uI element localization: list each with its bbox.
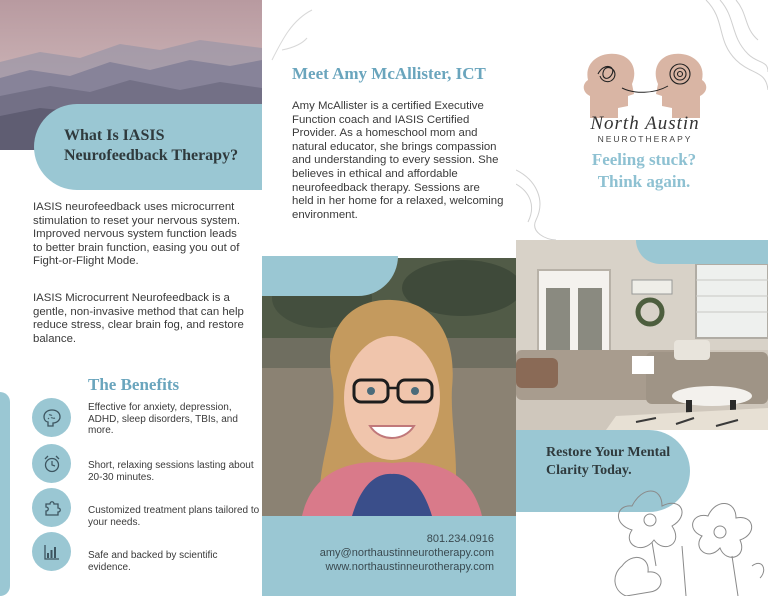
benefit-text: Effective for anxiety, depression, ADHD, sleep disorders, TBIs, and more. bbox=[88, 402, 238, 437]
website-link[interactable]: www.northaustinneurotherapy.com bbox=[325, 561, 494, 573]
what-is-heading: What Is IASIS Neurofeedback Therapy? bbox=[64, 127, 239, 164]
tagline-line-2: Think again. bbox=[597, 172, 691, 191]
benefit-text: Customized treatment plans tailored to your needs. bbox=[88, 505, 260, 528]
email-link[interactable]: amy@northaustinneurotherapy.com bbox=[319, 547, 494, 559]
bio-paragraph: Amy McAllister is a certified Executive Function coach and IASIS Certified Provider. As a homeschool mom and natural educator, she brings compassion and understanding to every session. She believes in ethical and affordable neurofeedback therapy. Sessions are held in her home for a relaxed, welcoming environment. bbox=[292, 100, 504, 221]
portrait-photo bbox=[262, 258, 516, 516]
benefit-text: Safe and backed by scientific evidence. bbox=[88, 550, 218, 573]
alarm-clock-icon bbox=[32, 444, 71, 483]
left-panel bbox=[0, 0, 262, 596]
benefit-item bbox=[32, 532, 260, 572]
photo-accent-tab bbox=[636, 240, 768, 264]
benefit-item bbox=[32, 398, 260, 438]
bar-chart-icon bbox=[32, 532, 71, 571]
photo-accent-tab bbox=[262, 256, 398, 296]
method-paragraph: IASIS Microcurrent Neurofeedback is a gentle, non-invasive method that can help reduce stress, clear brain fog, and restore balance. bbox=[33, 292, 244, 345]
left-accent-shape bbox=[0, 392, 10, 596]
flower-line-art bbox=[262, 0, 322, 70]
phone-number[interactable]: 801.234.0916 bbox=[426, 533, 494, 545]
right-panel bbox=[516, 0, 768, 596]
brain-icon bbox=[32, 398, 71, 437]
restore-heading: Restore Your Mental Clarity Today. bbox=[546, 445, 671, 478]
tagline-line-1: Feeling stuck? bbox=[591, 150, 697, 169]
flower-line-art bbox=[612, 486, 768, 596]
brand-name: North Austin bbox=[590, 113, 700, 134]
benefit-item bbox=[32, 444, 260, 484]
benefits-heading: The Benefits bbox=[88, 375, 180, 394]
brand-subtitle: NEUROTHERAPY bbox=[597, 134, 693, 144]
intro-paragraph: IASIS neurofeedback uses microcurrent stimulation to reset your nervous system. Improved nervous system function leads to better brain function, easing you out of Fight-or-Flight Mode. bbox=[33, 201, 241, 268]
living-room-photo bbox=[516, 240, 768, 430]
puzzle-piece-icon bbox=[32, 488, 71, 527]
contact-box bbox=[262, 516, 516, 596]
benefit-text: Short, relaxing sessions lasting about 20-30 minutes. bbox=[88, 460, 254, 483]
middle-panel bbox=[262, 0, 516, 596]
meet-heading: Meet Amy McAllister, ICT bbox=[292, 64, 486, 83]
benefit-item bbox=[32, 488, 260, 528]
